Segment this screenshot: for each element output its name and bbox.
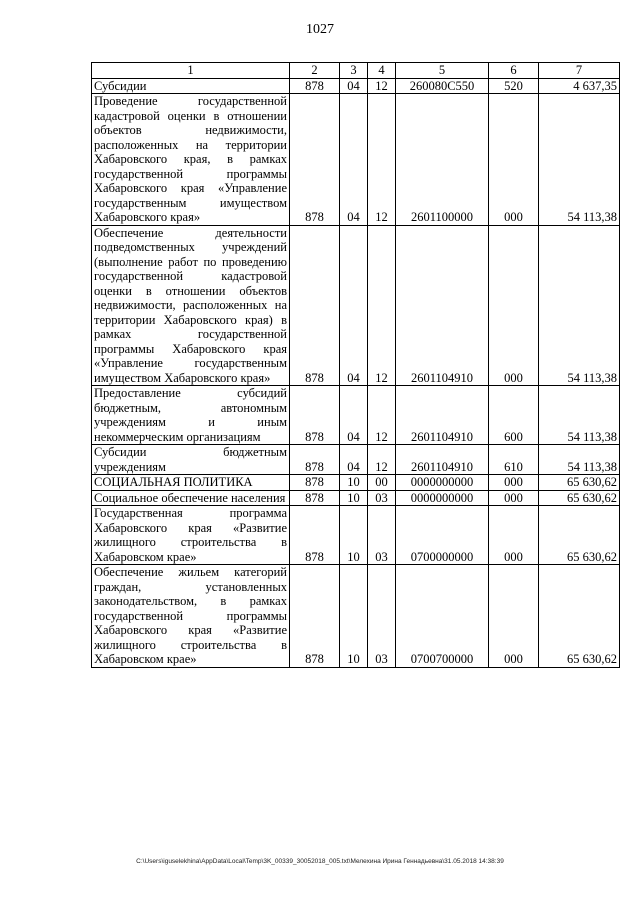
row-code-6: 000: [489, 565, 539, 668]
row-code-3: 10: [340, 565, 368, 668]
row-code-5: 2601104910: [396, 386, 489, 445]
budget-table: [91, 62, 620, 668]
row-code-5: 2601104910: [396, 445, 489, 475]
row-code-4: 03: [368, 506, 396, 565]
row-code-3: 04: [340, 94, 368, 226]
table-row: [92, 475, 620, 491]
row-code-2: 878: [290, 78, 340, 94]
row-code-2: 878: [290, 94, 340, 226]
row-code-2: 878: [290, 445, 340, 475]
row-code-2: 878: [290, 565, 340, 668]
row-code-6: 610: [489, 445, 539, 475]
table-row: [92, 78, 620, 94]
row-code-5: 2601104910: [396, 225, 489, 386]
column-header-5: 5: [396, 63, 489, 79]
table-row: [92, 565, 620, 668]
row-name: Обеспечение деятельности подведомственных учреждений (выполнение работ по проведению государственной кадастровой оценки в отношении объектов недвижимости, расположенных на территории Хабаровского края) в рамках государственной программы Хабаровского края «Управление государственным имуществом Хабаровского края»: [92, 225, 290, 386]
footer-file-path: C:\Users\iguselekhina\AppData\Local\Temp\3K_00339_30052018_005.txt\Мелехина Ирина Геннадьевна\31.05.2018 14:38:39: [136, 858, 504, 865]
row-amount: 54 113,38: [539, 94, 620, 226]
row-name: Проведение государственной кадастровой оценки в отношении объектов недвижимости, расположенных на территории Хабаровского края, в рамках государственной программы Хабаровского края «Управление государственным имуществом Хабаровского края»: [92, 94, 290, 226]
row-code-3: 04: [340, 445, 368, 475]
row-amount: 54 113,38: [539, 445, 620, 475]
row-name: Социальное обеспечение населения: [92, 490, 290, 506]
table-row: [92, 94, 620, 226]
row-code-2: 878: [290, 490, 340, 506]
table-row: [92, 445, 620, 475]
row-amount: 65 630,62: [539, 490, 620, 506]
row-code-4: 12: [368, 94, 396, 226]
row-amount: 54 113,38: [539, 386, 620, 445]
row-code-5: 260080С550: [396, 78, 489, 94]
column-header-1: 1: [92, 63, 290, 79]
row-code-3: 04: [340, 225, 368, 386]
row-code-3: 10: [340, 475, 368, 491]
row-code-3: 10: [340, 506, 368, 565]
row-code-5: 0700000000: [396, 506, 489, 565]
row-code-3: 04: [340, 78, 368, 94]
row-code-4: 12: [368, 78, 396, 94]
row-code-2: 878: [290, 506, 340, 565]
column-header-7: 7: [539, 63, 620, 79]
row-code-5: 0700700000: [396, 565, 489, 668]
row-code-6: 600: [489, 386, 539, 445]
row-amount: 65 630,62: [539, 565, 620, 668]
row-code-5: 2601100000: [396, 94, 489, 226]
row-amount: 65 630,62: [539, 506, 620, 565]
row-name: СОЦИАЛЬНАЯ ПОЛИТИКА: [92, 475, 290, 491]
row-code-4: 00: [368, 475, 396, 491]
column-header-2: 2: [290, 63, 340, 79]
row-name: Государственная программа Хабаровского края «Развитие жилищного строительства в Хабаровском крае»: [92, 506, 290, 565]
column-header-4: 4: [368, 63, 396, 79]
row-name: Обеспечение жильем категорий граждан, установленных законодательством, в рамках государственной программы Хабаровского края «Развитие жилищного строительства в Хабаровском крае»: [92, 565, 290, 668]
row-code-6: 000: [489, 94, 539, 226]
table-row: [92, 490, 620, 506]
table-row: [92, 386, 620, 445]
row-code-6: 000: [489, 225, 539, 386]
row-name: Субсидии бюджетным учреждениям: [92, 445, 290, 475]
row-code-5: 0000000000: [396, 490, 489, 506]
row-name: Предоставление субсидий бюджетным, автономным учреждениям и иным некоммерческим организациям: [92, 386, 290, 445]
row-code-6: 520: [489, 78, 539, 94]
row-code-2: 878: [290, 225, 340, 386]
column-header-6: 6: [489, 63, 539, 79]
row-code-6: 000: [489, 475, 539, 491]
row-code-2: 878: [290, 386, 340, 445]
row-code-4: 03: [368, 565, 396, 668]
page-number: 1027: [306, 22, 334, 37]
row-amount: 4 637,35: [539, 78, 620, 94]
row-code-4: 12: [368, 445, 396, 475]
row-code-4: 03: [368, 490, 396, 506]
row-code-4: 12: [368, 225, 396, 386]
column-header-3: 3: [340, 63, 368, 79]
row-code-3: 10: [340, 490, 368, 506]
row-amount: 65 630,62: [539, 475, 620, 491]
row-code-6: 000: [489, 506, 539, 565]
table-row: [92, 506, 620, 565]
table-row: [92, 225, 620, 386]
row-code-2: 878: [290, 475, 340, 491]
table-header-row: [92, 63, 620, 79]
row-code-4: 12: [368, 386, 396, 445]
row-code-6: 000: [489, 490, 539, 506]
row-code-5: 0000000000: [396, 475, 489, 491]
row-amount: 54 113,38: [539, 225, 620, 386]
row-name: Субсидии: [92, 78, 290, 94]
row-code-3: 04: [340, 386, 368, 445]
